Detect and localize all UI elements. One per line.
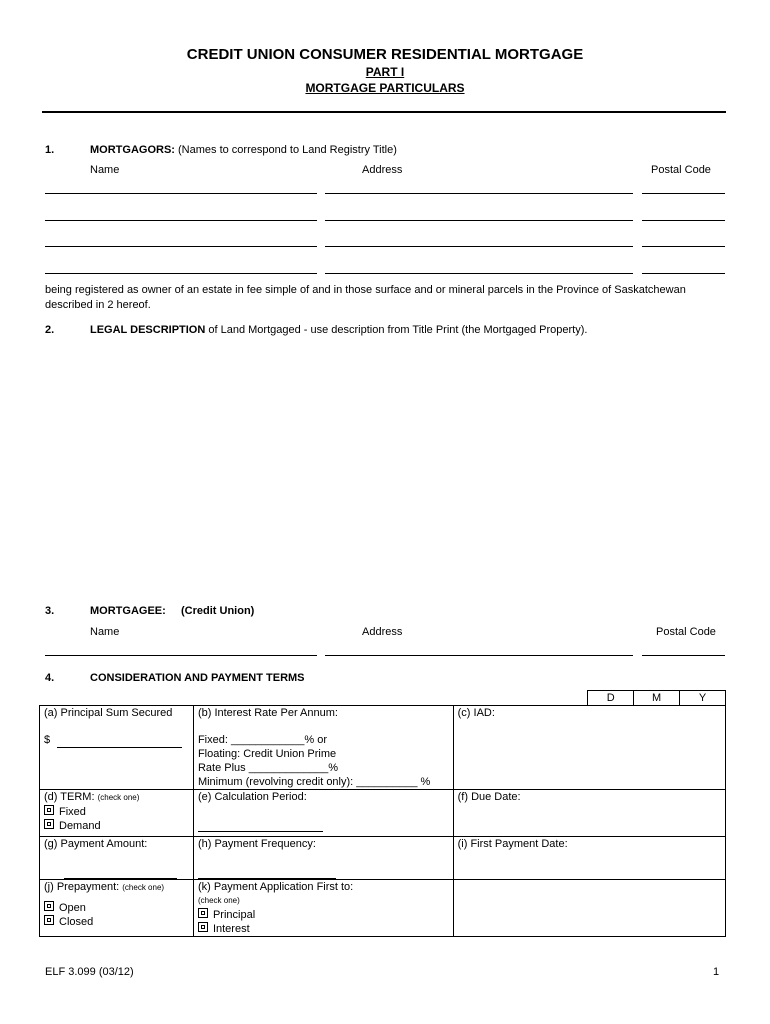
section2-text: of Land Mortgaged - use description from Title Print (the Mortgaged Property). bbox=[208, 324, 588, 336]
table-top-spacer bbox=[40, 691, 588, 706]
mortgagee-name-field[interactable] bbox=[45, 655, 317, 656]
section1-number: 1. bbox=[45, 144, 55, 156]
prepay-open-option[interactable] bbox=[44, 901, 189, 915]
term-demand-label: Demand bbox=[59, 820, 101, 832]
app-interest-option[interactable] bbox=[198, 922, 449, 936]
app-principal-label: Principal bbox=[212, 909, 256, 921]
section1-note: (Names to correspond to Land Registry Title) bbox=[178, 144, 397, 156]
principal-label: (a) Principal Sum Secured bbox=[44, 707, 173, 719]
section1-heading bbox=[90, 143, 397, 157]
prepay-open-label: Open bbox=[59, 902, 86, 914]
mortgagor-name-field-2[interactable] bbox=[45, 220, 317, 221]
payment-frequency-field[interactable] bbox=[198, 864, 336, 879]
principal-amount-field[interactable] bbox=[57, 733, 182, 748]
due-date-label: (f) Due Date: bbox=[457, 791, 521, 803]
checkbox-icon[interactable] bbox=[198, 922, 208, 932]
first-payment-label: (i) First Payment Date: bbox=[457, 838, 568, 850]
term-demand-option[interactable] bbox=[44, 819, 189, 833]
mortgagor-postal-field-3[interactable] bbox=[642, 246, 725, 247]
blank-cell bbox=[453, 880, 725, 937]
form-title: CREDIT UNION CONSUMER RESIDENTIAL MORTGAGE bbox=[186, 46, 584, 63]
checkbox-icon[interactable] bbox=[198, 908, 208, 918]
mortgagor-name-field-1[interactable] bbox=[45, 193, 317, 194]
term-fixed-option[interactable] bbox=[44, 805, 189, 819]
mortgagor-postal-field-1[interactable] bbox=[642, 193, 725, 194]
calculation-label: (e) Calculation Period: bbox=[197, 791, 307, 803]
section3-note: (Credit Union) bbox=[181, 605, 255, 617]
section3-label: MORTGAGEE: bbox=[90, 605, 166, 617]
mortgagor-address-header: Address bbox=[362, 164, 403, 176]
calculation-cell bbox=[193, 790, 453, 837]
page-number: 1 bbox=[713, 966, 720, 978]
iad-cell[interactable] bbox=[453, 706, 725, 790]
interest-fixed[interactable]: Fixed: ____________% or bbox=[197, 734, 327, 746]
header-rule bbox=[42, 111, 726, 113]
prepayment-heading bbox=[44, 880, 189, 895]
payment-frequency-cell bbox=[193, 837, 453, 880]
prepay-closed-option[interactable] bbox=[44, 915, 189, 929]
month-header: M bbox=[634, 691, 680, 706]
mortgagee-postal-field[interactable] bbox=[642, 655, 725, 656]
term-heading bbox=[44, 790, 189, 805]
payment-amount-label: (g) Payment Amount: bbox=[44, 838, 148, 850]
app-interest-label: Interest bbox=[212, 923, 250, 935]
checkbox-icon[interactable] bbox=[44, 901, 54, 911]
mortgagee-address-header: Address bbox=[362, 626, 403, 638]
interest-label: (b) Interest Rate Per Annum: bbox=[197, 707, 338, 719]
term-cell bbox=[40, 790, 194, 837]
mortgagor-name-field-3[interactable] bbox=[45, 246, 317, 247]
legal-description-field[interactable] bbox=[45, 342, 725, 592]
mortgagor-name-field-4[interactable] bbox=[45, 273, 317, 274]
section4-number: 4. bbox=[45, 672, 55, 684]
mortgagee-name-header: Name bbox=[90, 626, 120, 638]
registration-paragraph-end: described in 2 hereof. bbox=[45, 299, 151, 311]
form-id: ELF 3.099 (03/12) bbox=[45, 966, 134, 978]
section2-heading bbox=[90, 323, 587, 337]
section4-label: CONSIDERATION AND PAYMENT TERMS bbox=[90, 672, 305, 684]
mortgagor-postal-header: Postal Code bbox=[651, 164, 711, 176]
checkbox-icon[interactable] bbox=[44, 915, 54, 925]
registration-paragraph-text: being registered as owner of an estate in fee simple of and in those surface and or mineral parcels in the Province of Saskatchewan bbox=[45, 284, 686, 296]
prepayment-check-one: (check one) bbox=[122, 883, 165, 892]
app-principal-option[interactable] bbox=[198, 908, 449, 922]
mortgagor-address-field-2[interactable] bbox=[325, 220, 633, 221]
payment-frequency-label: (h) Payment Frequency: bbox=[197, 838, 316, 850]
form-part: PART I bbox=[365, 65, 405, 79]
day-header: D bbox=[588, 691, 634, 706]
section3-number: 3. bbox=[45, 605, 55, 617]
principal-amount-row bbox=[44, 733, 189, 748]
interest-cell bbox=[193, 706, 453, 790]
section2-label: LEGAL DESCRIPTION bbox=[90, 324, 206, 336]
mortgagee-address-field[interactable] bbox=[325, 655, 633, 656]
mortgagor-postal-field-2[interactable] bbox=[642, 220, 725, 221]
term-fixed-label: Fixed bbox=[59, 806, 86, 818]
prepayment-cell bbox=[40, 880, 194, 937]
year-header: Y bbox=[680, 691, 726, 706]
dollar-sign: $ bbox=[44, 734, 51, 746]
first-payment-cell[interactable] bbox=[453, 837, 725, 880]
prepay-closed-label: Closed bbox=[59, 916, 94, 928]
principal-cell bbox=[40, 706, 194, 790]
prepayment-label: (j) Prepayment: bbox=[44, 881, 120, 893]
checkbox-icon[interactable] bbox=[44, 805, 54, 815]
term-check-one: (check one) bbox=[97, 793, 140, 802]
interest-rate-plus[interactable]: Rate Plus _____________% bbox=[197, 762, 339, 774]
payment-amount-cell bbox=[40, 837, 194, 880]
mortgagor-address-field-4[interactable] bbox=[325, 273, 633, 274]
payment-terms-table bbox=[39, 690, 726, 937]
mortgagor-name-header: Name bbox=[90, 164, 120, 176]
mortgagor-address-field-1[interactable] bbox=[325, 193, 633, 194]
due-date-cell[interactable] bbox=[453, 790, 725, 837]
term-label: (d) TERM: bbox=[44, 791, 95, 803]
section2-number: 2. bbox=[45, 324, 55, 336]
iad-label: (c) IAD: bbox=[457, 707, 495, 719]
application-cell bbox=[193, 880, 453, 937]
form-subtitle: MORTGAGE PARTICULARS bbox=[305, 81, 465, 95]
checkbox-icon[interactable] bbox=[44, 819, 54, 829]
application-label: (k) Payment Application First to: bbox=[197, 881, 354, 893]
interest-minimum[interactable]: Minimum (revolving credit only): __________ % bbox=[197, 776, 431, 788]
section1-label: MORTGAGORS: bbox=[90, 144, 175, 156]
application-check-one: (check one) bbox=[197, 896, 240, 905]
mortgagee-postal-header: Postal Code bbox=[656, 626, 716, 638]
interest-floating: Floating: Credit Union Prime bbox=[197, 748, 337, 760]
payment-amount-field[interactable] bbox=[64, 864, 177, 879]
mortgagor-address-field-3[interactable] bbox=[325, 246, 633, 247]
mortgagor-postal-field-4[interactable] bbox=[642, 273, 725, 274]
calculation-field[interactable] bbox=[198, 817, 323, 832]
registration-paragraph bbox=[45, 283, 727, 313]
